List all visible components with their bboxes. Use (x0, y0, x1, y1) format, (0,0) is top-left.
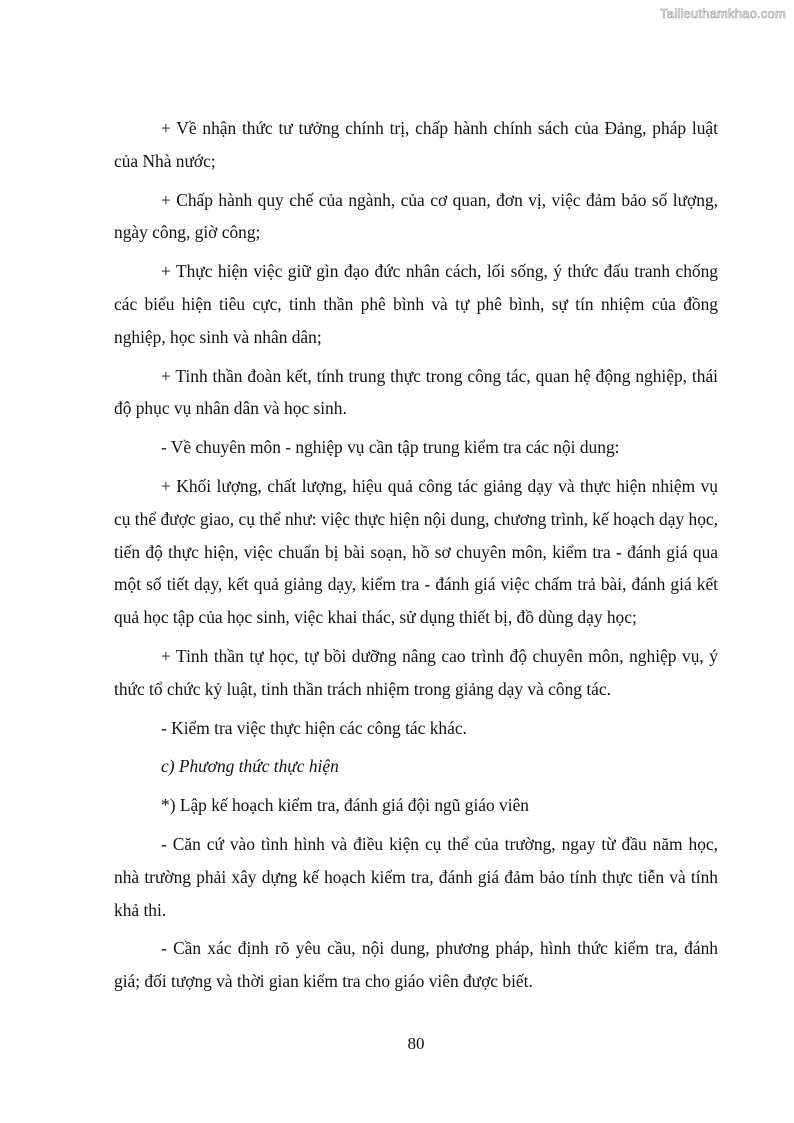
paragraph-other-tasks: - Kiểm tra việc thực hiện các công tác khác. (161, 717, 467, 738)
paragraph-self-study: + Tinh thần tự học, tự bồi dưỡng nâng cao trình độ chuyên môn, nghiệp vụ, ý thức tổ chức kỷ luật, tinh thần trách nhiệm trong giảng dạy và công tác. (114, 645, 718, 699)
page-number: 80 (407, 1034, 425, 1053)
paragraph-political-awareness: + Về nhận thức tư tưởng chính trị, chấp hành chính sách của Đảng, pháp luật của Nhà nước; (114, 118, 718, 171)
paragraph-plan-heading: *) Lập kế hoạch kiểm tra, đánh giá đội ngũ giáo viên (161, 795, 529, 816)
watermark-text: Tailieuthamkhao.com (660, 6, 786, 21)
paragraph-teaching-workload: + Khối lượng, chất lượng, hiệu quả công tác giảng dạy và thực hiện nhiệm vụ cụ thể được giao, cụ thể như: việc thực hiện nội dung, chương trình, kế hoạch dạy học, tiến độ thực hiện, việc chuẩn bị bài soạn, hồ sơ chuyên môn, kiểm tra - đánh giá qua một số tiết dạy, kết quả giảng dạy, kiểm tra - đánh giá việc chấm trả bài, đánh giá kết quả học tập của học sinh, việc khai thác, sử dụng thiết bị, đồ dùng dạy học; (114, 475, 718, 628)
paragraph-plan-requirements: - Cần xác định rõ yêu cầu, nội dung, phương pháp, hình thức kiểm tra, đánh giá; đối tượng và thời gian kiểm tra cho giáo viên được biết. (114, 938, 718, 992)
paragraph-professional-heading: - Về chuyên môn - nghiệp vụ cần tập trung kiểm tra các nội dung: (161, 437, 620, 458)
paragraph-ethics: + Thực hiện việc giữ gìn đạo đức nhân cách, lối sống, ý thức đấu tranh chống các biểu hiện tiêu cực, tinh thần phê bình và tự phê bình, sự tín nhiệm của đồng nghiệp, học sinh và nhân dân; (114, 261, 718, 347)
section-heading-implementation: c) Phương thức thực hiện (161, 756, 339, 777)
paragraph-regulations: + Chấp hành quy chế của ngành, của cơ quan, đơn vị, việc đảm bảo số lượng, ngày công, giờ công; (114, 189, 718, 243)
document-body (114, 112, 718, 1004)
paragraph-solidarity: + Tinh thần đoàn kết, tính trung thực trong công tác, quan hệ động nghiệp, thái độ phục vụ nhân dân và học sinh. (114, 365, 718, 419)
paragraph-plan-basis: - Căn cứ vào tình hình và điều kiện cụ thể của trường, ngay từ đầu năm học, nhà trường phải xây dựng kế hoạch kiểm tra, đánh giá đảm bảo tính thực tiễn và tính khả thi. (114, 833, 718, 920)
